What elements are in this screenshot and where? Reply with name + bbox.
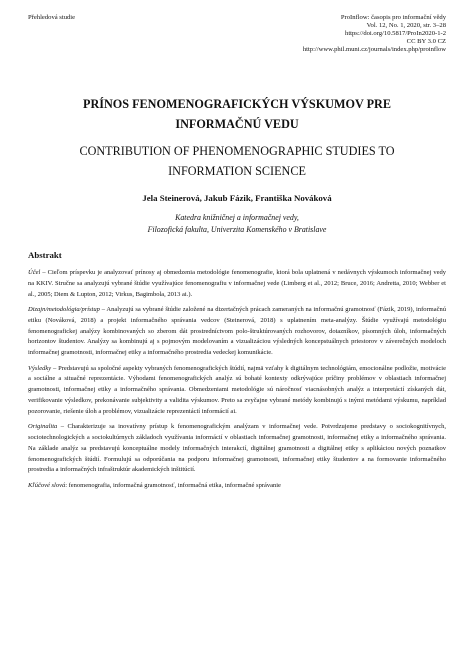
results-text: – Predstavujú sa spoločné aspekty vybraných fenomenografických štúdií, najmä vzťahy k digitálnym technológiám, emocionálne podložie, motivácie a sociálne a situačné reprezentácie. Výhodami fenomenografických analýz sú bohaté kontexty odkrývajúce príčiny problémov v oblastiach informačnej gramotnosti, informačnej etiky a informačného správania. Obmedzeniami metodológie sú náročnosť viacnásobných analýz a interpretácií získaných dát, verifikovanie výsledkov, prekonávanie subjektivity a validita výskumov. Preto sa zvyčajne vybrané metódy kombinujú s inými metódami výskumu, napríklad pozorovanie, riešenie úloh a problémov, vizualizácie reprezentácií informácií ai. [28, 364, 446, 415]
keywords-label: Kľúčové slová [28, 481, 66, 489]
originality-label: Originalita [28, 423, 58, 431]
methodology-label: Dizajn/metodológia/prístup [28, 305, 100, 313]
journal-volume: Vol. 12, No. 1, 2020, str. 3–28 [366, 22, 446, 29]
abstract-originality [28, 422, 446, 476]
abstract-purpose [28, 268, 446, 300]
results-label: Výsledky [28, 364, 52, 372]
title-slovak [40, 94, 434, 134]
journal-name: ProInflow: časopis pro informační vědy [340, 14, 446, 21]
doi-link[interactable]: https://doi.org/10.5817/ProIn2020-1-2 [345, 30, 446, 37]
title-english [40, 141, 434, 181]
affiliation [40, 212, 434, 236]
journal-url[interactable]: http://www.phil.muni.cz/journals/index.php/proinflow [302, 46, 446, 53]
purpose-label: Účel [28, 269, 41, 276]
abstract-methodology [28, 305, 446, 359]
title-slovak-line2: INFORMAČNÚ VEDU [175, 117, 299, 131]
license: CC BY 3.0 CZ [406, 38, 446, 45]
purpose-text: – Cieľom príspevku je analyzovať prínosy aj obmedzenia metodológie fenomenografie, ktorá bola uplatnená v nedávnych výskumoch informačnej vedy na KKIV. Stručne sa analyzujú vybrané štúdie využívajúce fenomenografiu v informačnej vede (Limberg et al., 2012; Bruce, 2016; Andretta, 2010; Webber et al., 2005; Diem & Lupton, 2012; Virkus, Bagimbola, 2013 ai.). [28, 269, 446, 298]
abstract-results [28, 364, 446, 418]
authors: Jela Steinerová, Jakub Fázik, Františka Nováková [142, 193, 332, 203]
journal-info [206, 14, 446, 54]
abstract-keywords [28, 481, 446, 492]
abstract-heading: Abstrakt [28, 250, 62, 260]
title-slovak-line1: PRÍNOS FENOMENOGRAFICKÝCH VÝSKUMOV PRE [83, 97, 391, 111]
title-english-line2: INFORMATION SCIENCE [168, 164, 306, 178]
title-english-line1: CONTRIBUTION OF PHENOMENOGRAPHIC STUDIES TO [79, 144, 395, 158]
affiliation-line2: Filozofická fakulta, Univerzita Komenského v Bratislave [147, 225, 327, 234]
article-type: Přehledová studie [28, 14, 76, 21]
originality-text: – Charakterizuje sa inovatívny prístup k fenomenografickým analýzam v informačnej vede. Potvrdzujeme predstavy o sociokognitívnych, sociotechnologických a sociokultúrnych základoch využívania informácií v oblastiach informačnej gramotnosti, informačnej etiky a informačného správania. Na základe analýz sa predstavujú konceptuálne modely informačných interakcií, digitálnej gramotnosti a digitálnej etiky s aplikáciou nových poznatkov fenomenografických štúdií. Formulujú sa odporúčania na podporu informačnej gramotnosti, informačnej etiky študentov a na formovanie informačného prostredia a informačných infraštruktúr akademických inštitúcií. [28, 423, 446, 474]
keywords-text: : fenomenografia, informačná gramotnosť, informačná etika, informačné správanie [65, 481, 281, 489]
methodology-text: – Analyzujú sa vybrané štúdie založené na dizertačných prácach zameraných na informačnú gramotnosť (Fázik, 2019), informačnú etiku (Nováková, 2018) a projekt informačného správania vedcov (Steinerová, 2018) s uplatnením meta-analýzy. Štúdie využívajú metodológiu fenomenografickej analýzy kombinovaných so zberom dát prostredníctvom polo-štruktúrovaných rozhovorov, dotazníkov, písomných úloh, informačných horizontov študentov. Analýzy sa kombinujú aj s pojmovým modelovaním a vizualizáciou výsledných koncepstuálnych priestorov v záverečných modeloch informačnej gramotnosti, informačnej etiky a informačného prostredia vedeckej komunikácie. [28, 305, 446, 357]
abstract-body [28, 268, 446, 496]
affiliation-line1: Katedra knižničnej a informačnej vedy, [175, 213, 299, 222]
